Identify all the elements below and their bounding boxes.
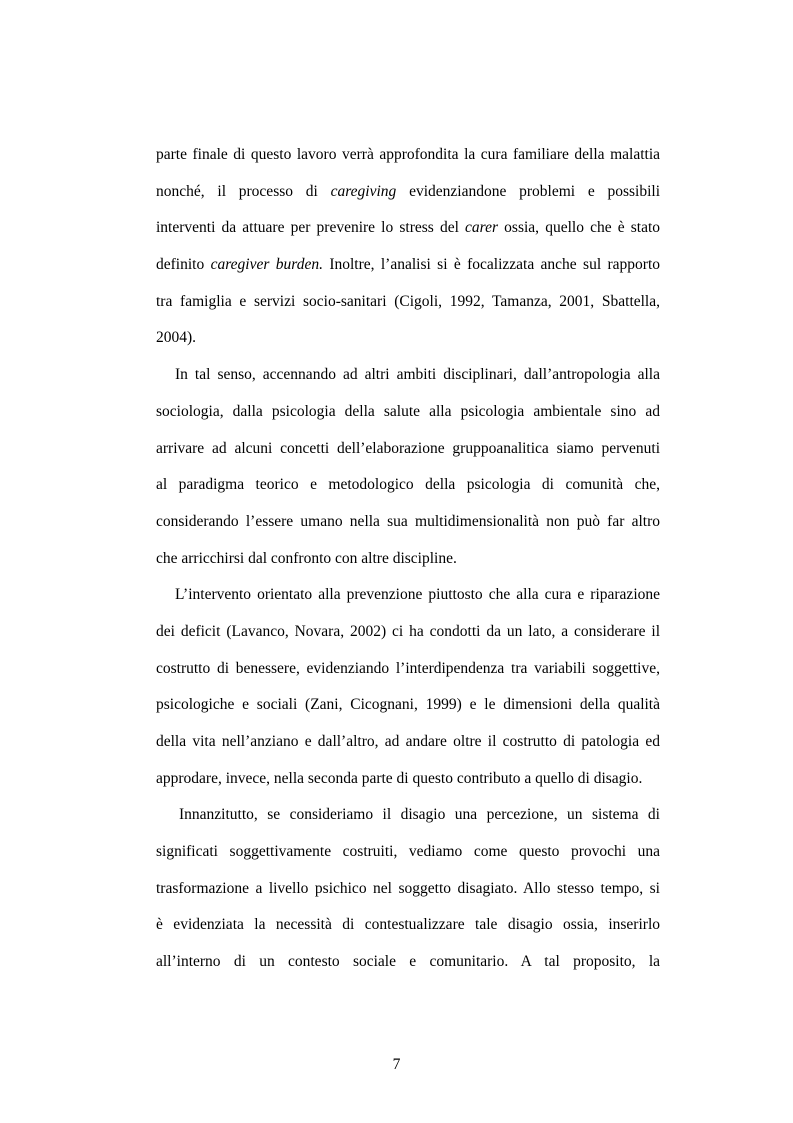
text-line: arrivare ad alcuni concetti dell’elaborazione gruppoanalitica siamo pervenuti <box>156 439 660 457</box>
text-line: della vita nell’anziano e dall’altro, ad andare oltre il costrutto di patologia ed <box>156 733 660 750</box>
text-line: psicologiche e sociali (Zani, Cicognani, 1999) e le dimensioni della qualità <box>156 696 660 714</box>
text-line: costrutto di benessere, evidenziando l’interdipendenza tra variabili soggettive, <box>156 659 660 677</box>
text-line: In tal senso, accennando ad altri ambiti disciplinari, dall’antropologia alla <box>175 366 660 384</box>
text-line: approdare, invece, nella seconda parte di questo contributo a quello di disagio. <box>156 769 643 787</box>
text-line: è evidenziata la necessità di contestualizzare tale disagio ossia, inserirlo <box>156 916 660 934</box>
text-line: all’interno di un contesto sociale e comunitario. A tal proposito, la <box>156 953 660 971</box>
text-line: che arricchirsi dal confronto con altre discipline. <box>156 549 457 567</box>
text-line: nonché, il processo di caregiving evidenziandone problemi e possibili <box>156 182 660 200</box>
text-line: interventi da attuare per prevenire lo stress del carer ossia, quello che è stato <box>156 219 661 237</box>
text-line: L’intervento orientato alla prevenzione piuttosto che alla cura e riparazione <box>175 586 660 604</box>
page-number: 7 <box>392 1056 401 1073</box>
text-line: sociologia, dalla psicologia della salute alla psicologia ambientale sino ad <box>156 402 660 420</box>
text-line: considerando l’essere umano nella sua multidimensionalità non può far altro <box>156 512 660 530</box>
text-line: tra famiglia e servizi socio-sanitari (Cigoli, 1992, Tamanza, 2001, Sbattella, <box>156 292 660 310</box>
text-line: 2004). <box>156 329 197 347</box>
text-line: al paradigma teorico e metodologico della psicologia di comunità che, <box>156 476 660 494</box>
text-line: significati soggettivamente costruiti, vediamo come questo provochi una <box>156 843 660 861</box>
text-line: trasformazione a livello psichico nel soggetto disagiato. Allo stesso tempo, si <box>156 879 660 897</box>
text-line: Innanzitutto, se consideriamo il disagio una percezione, un sistema di <box>179 806 660 824</box>
page-body <box>156 137 660 981</box>
text-line: definito caregiver burden. Inoltre, l’analisi si è focalizzata anche sul rapporto <box>156 256 661 274</box>
text-line: dei deficit (Lavanco, Novara, 2002) ci ha condotti da un lato, a considerare il <box>156 622 660 640</box>
text-line: parte finale di questo lavoro verrà approfondita la cura familiare della malattia <box>156 146 660 163</box>
